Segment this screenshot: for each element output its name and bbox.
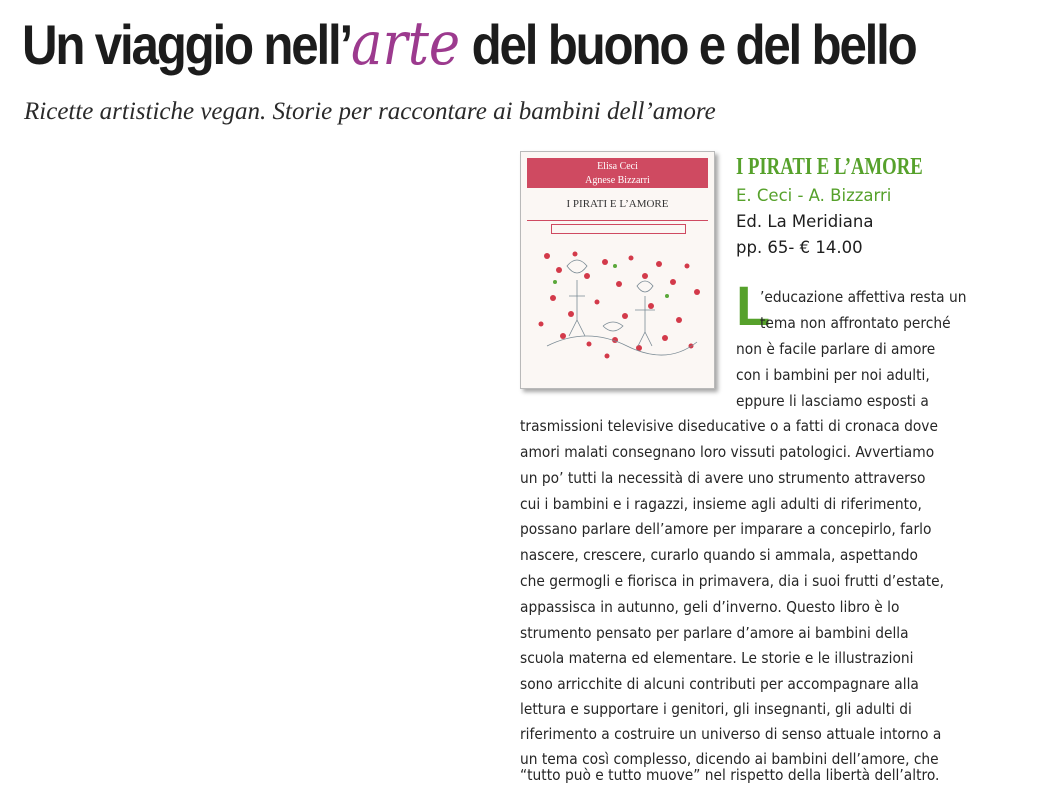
article-line: tema non affrontato perché	[760, 314, 951, 332]
article-line: non è facile parlare di amore	[736, 340, 936, 358]
cover-title: I PIRATI E L’AMORE	[527, 188, 708, 221]
cover-author-band	[527, 158, 708, 188]
subtitle: Ricette artistiche vegan. Storie per raccontare ai bambini dell’amore	[24, 98, 716, 125]
cover-subtitle-box	[551, 224, 686, 234]
article-line: sono arricchite di alcuni contributi per accompagnare alla	[520, 675, 919, 693]
article-line: trasmissioni televisive diseducative o a fatti di cronaca dove	[520, 417, 938, 435]
book-cover	[520, 151, 715, 389]
article-line: che germogli e fiorisca in primavera, dia i suoi frutti d’estate,	[520, 572, 944, 590]
article-line: un po’ tutti la necessità di avere uno strumento attraverso	[520, 469, 926, 487]
book-authors: E. Ceci - A. Bizzarri	[736, 186, 892, 205]
article-line: scuola materna ed elementare. Le storie e le illustrazioni	[520, 649, 914, 667]
cover-author-2: Agnese Bizzarri	[585, 175, 650, 186]
book-publisher: Ed. La Meridiana	[736, 212, 874, 231]
headline	[22, 9, 916, 79]
article-line: strumento pensato per parlare d’amore ai bambini della	[520, 624, 909, 642]
cover-author-1: Elisa Ceci	[597, 161, 638, 172]
article-line: con i bambini per noi adulti,	[736, 366, 930, 384]
headline-part-2: del buono e del bello	[460, 13, 916, 76]
drop-cap: L	[736, 274, 771, 337]
article-line: ’educazione affettiva resta un	[760, 288, 967, 306]
article-line: “tutto può e tutto muove” nel rispetto della libertà dell’altro.	[520, 766, 940, 784]
cover-illustration	[527, 236, 708, 368]
article-line: possano parlare dell’amore per imparare a concepirlo, farlo	[520, 520, 932, 538]
article-line: cui i bambini e i ragazzi, insieme agli adulti di riferimento,	[520, 495, 922, 513]
article-line: appassisca in autunno, geli d’inverno. Questo libro è lo	[520, 598, 900, 616]
article-line: amori malati consegnano loro vissuti patologici. Avvertiamo	[520, 443, 935, 461]
article-line: nascere, crescere, curarlo quando si ammala, aspettando	[520, 546, 918, 564]
article-line: riferimento a costruire un universo di senso attuale intorno a	[520, 725, 942, 743]
headline-accent-word: arte	[350, 9, 461, 79]
headline-part-1: Un viaggio nell’	[22, 13, 351, 76]
article-line: eppure li lasciamo esposti a	[736, 392, 929, 410]
book-title: I PIRATI E L’AMORE	[736, 154, 923, 180]
book-pages-price: pp. 65- € 14.00	[736, 238, 863, 257]
article-line: lettura e supportare i genitori, gli insegnanti, gli adulti di	[520, 700, 912, 718]
article-line: un tema così complesso, dicendo ai bambini dell’amore, che	[520, 750, 939, 768]
